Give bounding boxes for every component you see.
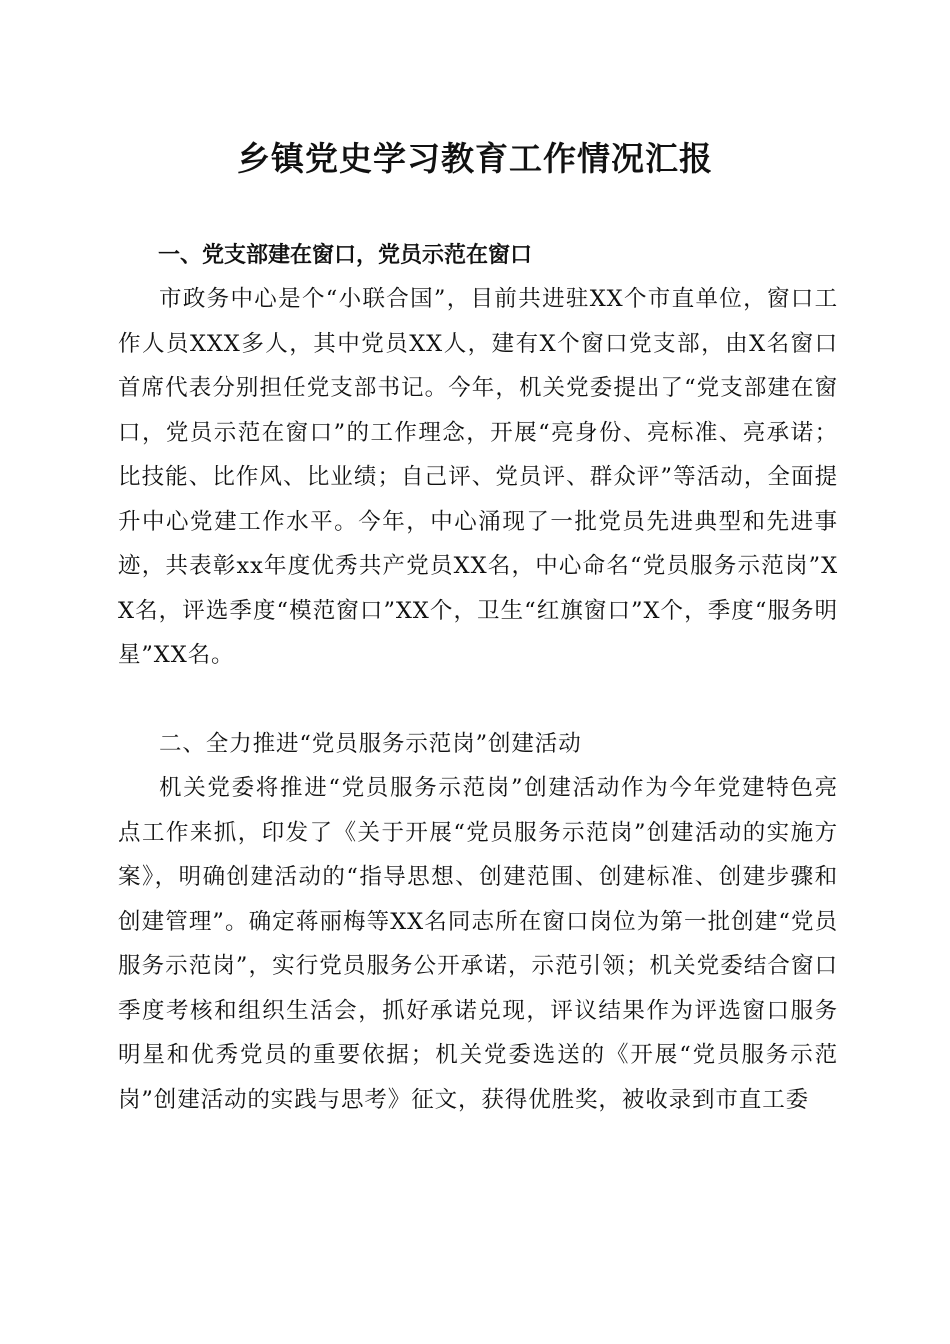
section-1-paragraph: 市政务中心是个“小联合国”，目前共进驻XX个市直单位，窗口工作人员XXX多人，其中党员XX人，建有X个窗口党支部，由X名窗口首席代表分别担任党支部书记。今年，机关党委提出了“党支部建在窗口，党员示范在窗口”的工作理念，开展“亮身份、亮标准、亮承诺；比技能、比作风、比业绩；自己评、党员评、群众评”等活动，全面提升中心党建工作水平。今年，中心涌现了一批党员先进典型和先进事迹，共表彰xx年度优秀共产党员XX名，中心命名“党员服务示范岗”XX名，评选季度“模范窗口”XX个，卫生“红旗窗口”X个，季度“服务明星”XX名。 <box>118 286 838 668</box>
section-1-heading: 一、党支部建在窗口，党员示范在窗口 <box>158 243 533 268</box>
document-title: 乡镇党史学习教育工作情况汇报 <box>237 139 713 178</box>
section-2-heading: 二、全力推进“党员服务示范岗”创建活动 <box>159 731 582 757</box>
section-2-paragraph: 机关党委将推进“党员服务示范岗”创建活动作为今年党建特色亮点工作来抓，印发了《关于开展“党员服务示范岗”创建活动的实施方案》，明确创建活动的“指导思想、创建范围、创建标准、创建步骤和创建管理”。确定蒋丽梅等XX名同志所在窗口岗位为第一批创建“党员服务示范岗”，实行党员服务公开承诺，示范引领；机关党委结合窗口季度考核和组织生活会，抓好承诺兑现，评议结果作为评选窗口服务明星和优秀党员的重要依据；机关党委选送的《开展“党员服务示范岗”创建活动的实践与思考》征文，获得优胜奖，被收录到市直工委 <box>118 775 838 1113</box>
